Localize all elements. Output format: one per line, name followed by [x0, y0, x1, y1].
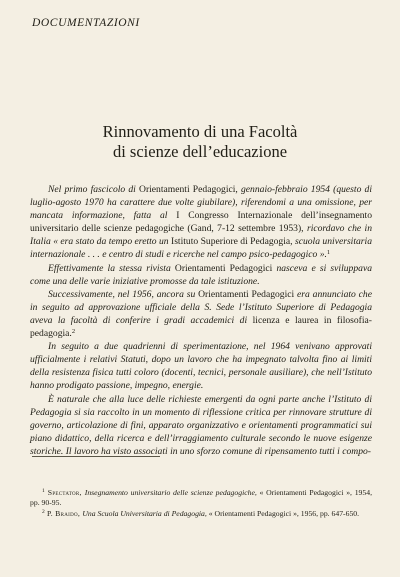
- paragraph: [30, 183, 372, 262]
- article-title: [40, 122, 360, 162]
- footnote-marker: 2: [71, 328, 76, 336]
- text-run: scuola universitaria internazionale . . . e centro di studi e ricerche nel campo psico-pedagogico ».: [30, 236, 372, 261]
- text-run: licenza e laurea in filosofia-pedagogia.: [30, 314, 373, 340]
- author-name: P. Braido,: [44, 508, 83, 518]
- footnote-marker: 1: [326, 249, 331, 257]
- text-run: Nel primo fascicolo di: [48, 184, 140, 195]
- text-run: I Congresso Internazionale dell’insegnamento universitario delle scienze pedagogiche (Gand, 7-12 settembre 1953),: [30, 210, 372, 235]
- text-run: « Orientamenti Pedagogici », 1956, pp. 647-650.: [208, 508, 360, 518]
- text-run: È naturale che alla luce delle richieste emergenti da ogni parte anche l’Istituto di Pedagogia si sia raccolto in un momento di riflessione critica per rinnovare strutture di governo, articolazione di fini, apparato organizzativo e orientamenti programmatici sui piano didattico, della ricerca e dell’irraggiamento culturale secondo le nuove esigenze storiche. Il lavoro ha visto associati in uno sforzo comune di ripensamento tutti i compo-: [30, 393, 372, 457]
- author-name: Spectator,: [44, 488, 85, 497]
- paragraph: [30, 340, 372, 392]
- text-run: Successivamente, nel 1956, ancora su: [48, 288, 199, 300]
- footnote-divider: [32, 456, 160, 457]
- text-run: Orientamenti Pedagogici,: [139, 184, 241, 195]
- article-body: [30, 183, 372, 458]
- article-title-line-1: Rinnovamento di una Facoltà: [102, 122, 298, 141]
- footnote-marker: 1: [42, 488, 45, 494]
- footnotes: [30, 488, 372, 519]
- text-run: Effettivamente la stessa rivista: [48, 262, 175, 274]
- footnote-marker: 2: [42, 508, 45, 515]
- text-run: Orientamenti Pedagogici: [174, 262, 277, 274]
- footnote: [30, 488, 372, 509]
- text-run: gennaio-febbraio 1954 (questo di luglio-agosto 1970 ha carattere due volte giubilare), riferendomi a una omissione, per mancata informazione, fatta al: [30, 184, 373, 222]
- text-run: Orientamenti Pedagogici: [198, 288, 298, 300]
- text-run: nasceva e si sviluppava come una delle varie iniziative promosse da tale istituzione.: [30, 262, 372, 287]
- text-run: Una Scuola Universitaria di Pedagogia,: [82, 508, 209, 518]
- text-run: era annunciato che in seguito ad approvazione ufficiale della S. Sede l’Istituto Superiore di Pedagogia aveva la facoltà di conferire i gradi accademici di: [30, 288, 372, 326]
- text-run: In seguito a due quadrienni di sperimentazione, nel 1964 venivano approvati ufficialmente i relativi Statuti, dopo un lavoro che ha impegnato talvolta fino ai limiti della resistenza fisica tutti coloro (docenti, tecnici, personale ausiliare), che nell’Istituto hanno prodigato passione, impegno, energie.: [30, 341, 372, 392]
- text-run: « Orientamenti Pedagogici », 1954, pp. 90-95.: [30, 488, 372, 508]
- section-label: DOCUMENTAZIONI: [32, 17, 140, 29]
- article-title-line-2: di scienze dell’educazione: [112, 142, 288, 161]
- footnote: [30, 509, 372, 519]
- paragraph: [30, 393, 372, 458]
- paragraph: [30, 262, 372, 288]
- text-run: Insegnamento universitario delle scienze pedagogiche,: [84, 488, 260, 497]
- paragraph: [30, 288, 372, 340]
- text-run: ricordavo che in Italia « era stato da tempo eretto un: [30, 223, 372, 248]
- text-run: Istituto Superiore di Pedagogia,: [171, 236, 295, 248]
